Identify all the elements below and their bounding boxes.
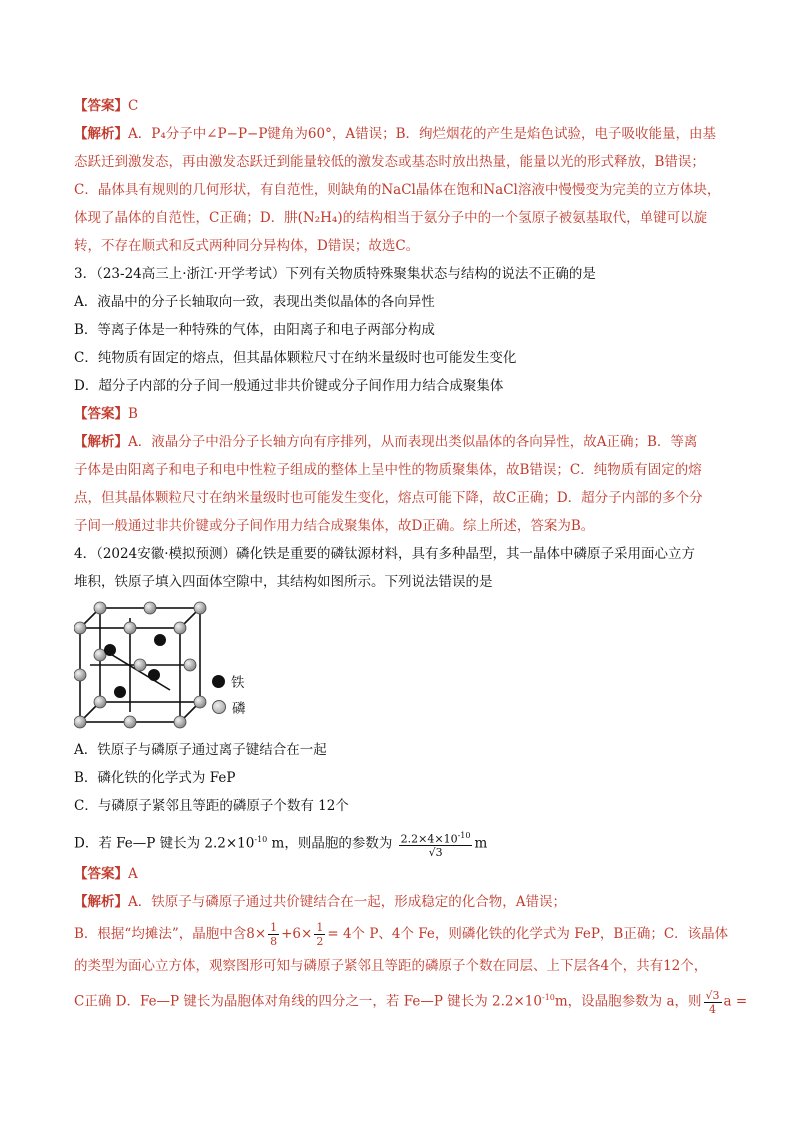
q2-analysis-line <box>74 120 724 148</box>
option-d-mid: m，则晶胞的参数为 <box>271 835 393 852</box>
fe-atom-icon <box>212 675 225 688</box>
option-d-prefix: D．若 Fe—P 键长为 2.2×10 <box>74 835 255 852</box>
q4-analysis-line: 的类型为面心立方体，观察图形可知与磷原子紧邻且等距的磷原子个数在同层、上下层各4个，共有12个， <box>74 958 708 974</box>
answer-value: B <box>128 406 138 422</box>
q3-option-a: A．液晶中的分子长轴取向一致，表现出类似晶体的各向异性 <box>74 294 435 310</box>
fraction-numerator: 1 <box>270 921 278 934</box>
fraction-numerator: √3 <box>705 988 720 1002</box>
analysis-text: a = <box>723 993 748 1010</box>
analysis-label: 【解析】 <box>74 126 128 142</box>
q2-analysis-line: 体现了晶体的自范性，C正确；D．肼(N₂H₄)的结构相当于氨分子中的一个氢原子被氨基取代，单键可以旋 <box>74 210 708 226</box>
fraction-denominator: 2 <box>316 935 324 948</box>
q2-analysis-line: 态跃迁到激发态，再由激发态跃迁到能量较低的激发态或基态时放出热量，能量以光的形式释放，B错误； <box>74 154 705 170</box>
legend-p <box>212 694 246 720</box>
analysis-text: = 4个 P、4个 Fe，则磷化铁的化学式为 FeP，B正确；C．该晶体 <box>327 926 729 942</box>
q4-option-b: B．磷化铁的化学式为 FeP <box>74 770 236 786</box>
numerator-text: 2.2×4×10 <box>400 832 458 846</box>
q4-stem-line: 4．（2024安徽·模拟预测）磷化铁是重要的磷钛源材料，具有多种晶型，其一晶体中磷原子采用面心立方 <box>74 546 695 562</box>
q3-analysis-line <box>74 428 724 456</box>
q4-analysis-line <box>74 888 724 916</box>
fraction-denominator: √3 <box>428 846 443 860</box>
analysis-label: 【解析】 <box>74 434 128 450</box>
legend-p-label: 磷 <box>232 701 246 717</box>
q3-answer <box>74 400 724 428</box>
q3-analysis-line: 点，但其晶体颗粒尺寸在纳米量级时也可能发生变化，熔点可能下降，故C正确；D．超分子内部的多个分 <box>74 490 703 506</box>
figure-legend <box>212 668 246 720</box>
option-d-fraction <box>399 829 473 860</box>
analysis-text: B．根据“均摊法”，晶胞中含8× <box>74 926 267 942</box>
analysis-text: C正确 D．Fe—P 键长为晶胞体对角线的四分之一，若 Fe—P 键长为 2.2×10 <box>74 993 542 1010</box>
answer-value: A <box>128 866 138 882</box>
q4-option-c: C．与磷原子紧邻且等距的磷原子个数有 12个 <box>74 798 349 814</box>
fraction-numerator <box>399 829 473 847</box>
analysis-text: m，设晶胞参数为 a，则 <box>554 993 702 1010</box>
q4-analysis-line <box>74 916 729 952</box>
q4-stem-line: 堆积，铁原子填入四面体空隙中，其结构如图所示。下列说法错误的是 <box>74 574 493 590</box>
crystal-structure-figure <box>74 600 724 730</box>
answer-value: C <box>128 98 139 114</box>
p-atom-icon <box>212 700 226 714</box>
q4-analysis-line <box>74 980 748 1016</box>
numerator-exp: -10 <box>457 830 471 840</box>
q3-analysis-line: 子体是由阳离子和电子和电中性粒子组成的整体上呈中性的物质聚集体，故B错误；C．纯物质有固定的熔 <box>74 462 702 478</box>
q3-analysis-line: 子间一般通过非共价键或分子间作用力结合成聚集体，故D正确。综上所述，答案为B。 <box>74 518 595 534</box>
fraction-denominator: 8 <box>270 935 278 948</box>
q2-analysis-line: 转，不存在顺式和反式两种同分异构体，D错误；故选C。 <box>74 238 420 254</box>
fraction-sqrt3-over-4 <box>704 989 722 1016</box>
option-d-suffix: m <box>474 835 488 852</box>
fraction-numerator: 1 <box>316 921 324 934</box>
q4-option-a: A．铁原子与磷原子通过离子键结合在一起 <box>74 742 327 758</box>
unit-cell-diagram <box>74 600 208 730</box>
q2-analysis-line: C．晶体具有规则的几何形状，有自范性，则缺角的NaCl晶体在饱和NaCl溶液中慢慢变为完美的立方体块， <box>74 182 721 198</box>
q3-option-d: D．超分子内部的分子间一般通过非共价键或分子间作用力结合成聚集体 <box>74 378 504 394</box>
option-d-exp: -10 <box>254 835 268 844</box>
document-body <box>74 92 748 1016</box>
analysis-text: A．铁原子与磷原子通过共价键结合在一起，形成稳定的化合物，A错误； <box>128 894 566 910</box>
q3-stem: 3．（23-24高三上·浙江·开学考试）下列有关物质特殊聚集状态与结构的说法不正确的是 <box>74 266 596 282</box>
fraction-denominator: 4 <box>709 1002 717 1016</box>
analysis-text: +6× <box>281 926 313 942</box>
answer-label: 【答案】 <box>74 866 128 882</box>
legend-fe-label: 铁 <box>231 675 245 691</box>
legend-fe <box>212 668 246 694</box>
q3-option-b: B．等离子体是一种特殊的气体，由阳离子和电子两部分构成 <box>74 322 435 338</box>
analysis-text: A．液晶分子中沿分子长轴方向有序排列，从而表现出类似晶体的各向异性，故A正确；B．等离 <box>128 434 698 450</box>
analysis-exp: -10 <box>541 993 555 1002</box>
q4-option-d <box>74 820 724 860</box>
fraction-one-eighth <box>268 921 279 948</box>
analysis-text: A．P₄分子中∠P−P−P键角为60°，A错误；B．绚烂烟花的产生是焰色试验，电子吸收能量，由基 <box>128 126 717 142</box>
answer-label: 【答案】 <box>74 406 128 422</box>
q4-answer <box>74 860 724 888</box>
q3-option-c: C．纯物质有固定的熔点，但其晶体颗粒尺寸在纳米量级时也可能发生变化 <box>74 350 517 366</box>
fraction-one-half <box>314 921 325 948</box>
q2-answer <box>74 92 724 120</box>
analysis-label: 【解析】 <box>74 894 128 910</box>
answer-label: 【答案】 <box>74 98 128 114</box>
